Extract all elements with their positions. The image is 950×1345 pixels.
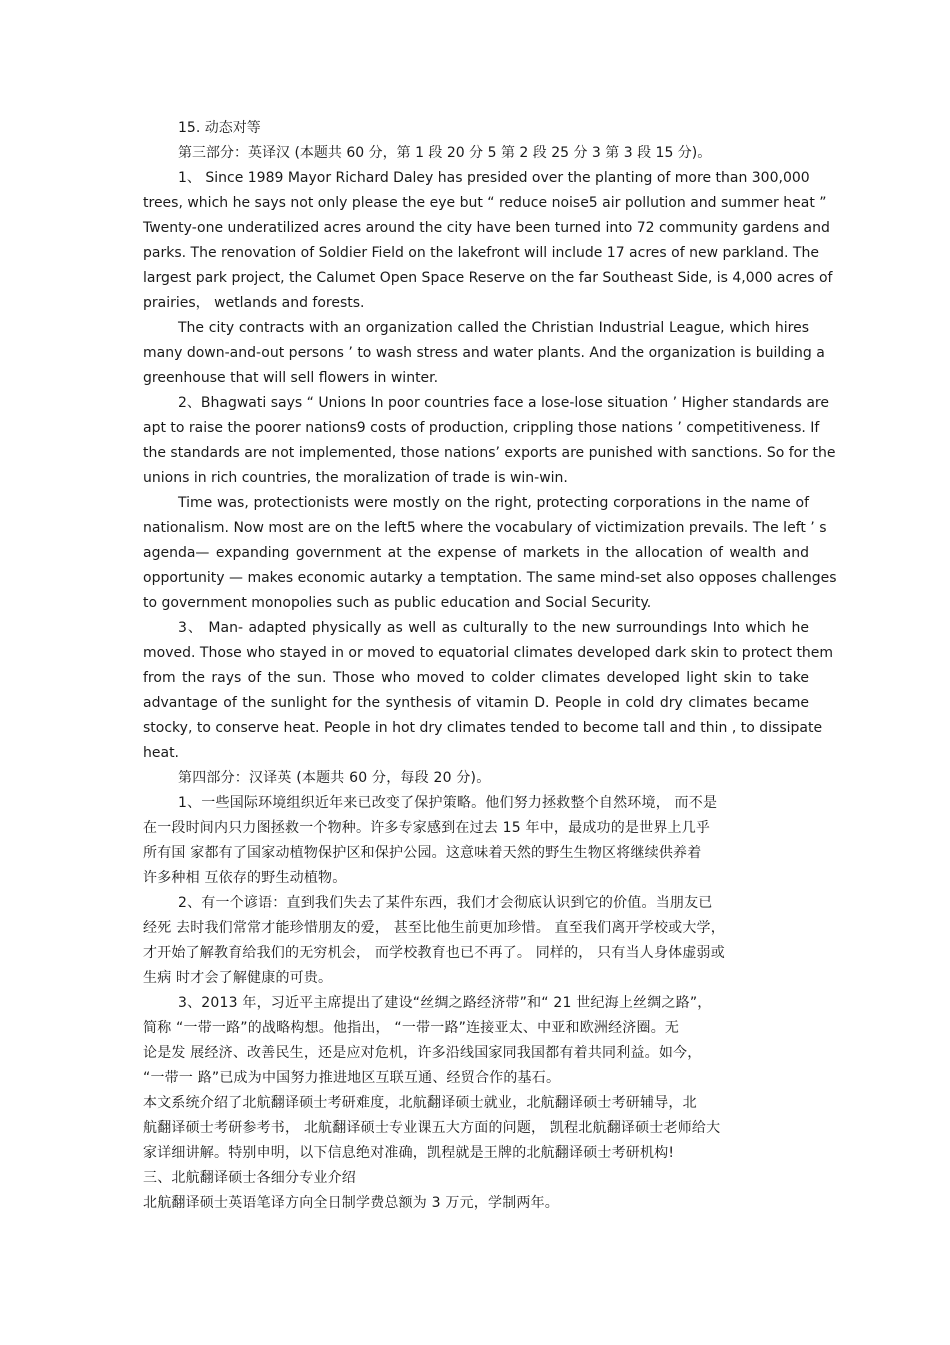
passage-3-line: from the rays of the sun. Those who moved to colder climates developed light skin to take bbox=[143, 670, 809, 686]
part-four-heading: 第四部分：汉译英 (本题共 60 分，每段 20 分)。 bbox=[178, 770, 491, 786]
cn-passage-3-line: 3、2013 年，习近平主席提出了建设“丝绸之路经济带”和“ 21 世纪海上丝绸之路”， bbox=[178, 995, 712, 1011]
passage-2-line: opportunity — makes economic autarky a temptation. The same mind-set also opposes challenges bbox=[143, 570, 837, 586]
cn-passage-2-line: 2、有一个谚语：直到我们失去了某件东西，我们才会彻底认识到它的价值。当朋友已 bbox=[178, 895, 713, 911]
cn-passage-2-line: 生病 时才会了解健康的可贵。 bbox=[143, 970, 333, 986]
passage-3-line: moved. Those who stayed in or moved to equatorial climates developed dark skin to protect them bbox=[143, 645, 834, 661]
passage-1-line: Twenty-one underatilized acres around the city have been turned into 72 community gardens and bbox=[143, 220, 830, 236]
part-three-heading: 第三部分：英译汉 (本题共 60 分，第 1 段 20 分 5 第 2 段 25 分 3 第 3 段 15 分)。 bbox=[178, 145, 712, 161]
passage-2-line: the standards are not implemented, those nations’ exports are punished with sanctions. So for the bbox=[143, 445, 836, 461]
passage-1-line: parks. The renovation of Soldier Field on the lakefront will include 17 acres of new parkland. The bbox=[143, 245, 819, 261]
passage-1-line: trees, which he says not only please the eye but “ reduce noise5 air pollution and summer heat ” bbox=[143, 195, 827, 211]
document-body bbox=[143, 116, 837, 1216]
cn-passage-1-line: 许多种相 互依存的野生动植物。 bbox=[143, 870, 347, 886]
passage-3-line: 3、 Man- adapted physically as well as culturally to the new surroundings Into which he bbox=[178, 620, 809, 636]
passage-2-line: 2、Bhagwati says “ Unions In poor countries face a lose-lose situation ’ Higher standards are bbox=[178, 395, 829, 411]
cn-passage-1-line: 1、一些国际环境组织近年来已改变了保护策略。他们努力拯救整个自然环境， 而不是 bbox=[178, 795, 718, 811]
passage-2-line: Time was, protectionists were mostly on the right, protecting corporations in the name of bbox=[178, 495, 809, 511]
passage-1-line: prairies， wetlands and forests. bbox=[143, 295, 365, 311]
passage-3-line: advantage of the sunlight for the synthesis of vitamin D. People in cold dry climates became bbox=[143, 695, 809, 711]
cn-passage-3-line: 论是发 展经济、改善民生，还是应对危机，许多沿线国家同我国都有着共同利益。如今， bbox=[143, 1045, 702, 1061]
passage-2-line: apt to raise the poorer nations9 costs of production, crippling those nations ’ competitiveness. If bbox=[143, 420, 820, 436]
passage-1-line: The city contracts with an organization called the Christian Industrial League, which hires bbox=[178, 320, 809, 336]
passage-1-line: many down-and-out persons ’ to wash stress and water plants. And the organization is building a bbox=[143, 345, 825, 361]
passage-2-line: agenda— expanding government at the expense of markets in the allocation of wealth and bbox=[143, 545, 809, 561]
intro-line: 家详细讲解。特别申明，以下信息绝对准确，凯程就是王牌的北航翻译硕士考研机构! bbox=[143, 1145, 675, 1161]
passage-1-line: 1、 Since 1989 Mayor Richard Daley has presided over the planting of more than 300,000 bbox=[178, 170, 810, 186]
intro-line: 本文系统介绍了北航翻译硕士考研难度，北航翻译硕士就业，北航翻译硕士考研辅导，北 bbox=[143, 1095, 697, 1111]
cn-passage-1-line: 在一段时间内只力图拯救一个物种。许多专家感到在过去 15 年中，最成功的是世界上几乎 bbox=[143, 820, 711, 836]
section-three-heading: 三、北航翻译硕士各细分专业介绍 bbox=[143, 1170, 356, 1186]
passage-2-line: to government monopolies such as public education and Social Security. bbox=[143, 595, 652, 611]
passage-3-line: heat. bbox=[143, 745, 180, 761]
passage-2-line: unions in rich countries, the moralization of trade is win-win. bbox=[143, 470, 568, 486]
cn-passage-1-line: 所有国 家都有了国家动植物保护区和保护公园。这意味着天然的野生生物区将继续供养着 bbox=[143, 845, 702, 861]
passage-3-line: stocky, to conserve heat. People in hot dry climates tended to become tall and thin , to dissipate bbox=[143, 720, 823, 736]
passage-1-line: largest park project, the Calumet Open Space Reserve on the far Southeast Side, is 4,000 acres of bbox=[143, 270, 833, 286]
intro-line: 航翻译硕士考研参考书， 北航翻译硕士专业课五大方面的问题， 凯程北航翻译硕士老师给大 bbox=[143, 1120, 721, 1136]
cn-passage-3-line: 简称 “一带一路”的战略构想。他指出， “一带一路”连接亚太、中亚和欧洲经济圈。无 bbox=[143, 1020, 680, 1036]
section-item-15: 15. 动态对等 bbox=[178, 120, 261, 136]
cn-passage-2-line: 才开始了解教育给我们的无穷机会， 而学校教育也已不再了。 同样的， 只有当人身体虚弱或 bbox=[143, 945, 725, 961]
cn-passage-2-line: 经死 去时我们常常才能珍惜朋友的爱， 甚至比他生前更加珍惜。 直至我们离开学校或大学， bbox=[143, 920, 725, 936]
passage-2-line: nationalism. Now most are on the left5 where the vocabulary of victimization prevails. The left ’ s bbox=[143, 520, 827, 536]
cn-passage-3-line: “一带一 路”已成为中国努力推进地区互联互通、经贸合作的基石。 bbox=[143, 1070, 561, 1086]
passage-1-line: greenhouse that will sell flowers in winter. bbox=[143, 370, 439, 386]
tuition-line: 北航翻译硕士英语笔译方向全日制学费总额为 3 万元，学制两年。 bbox=[143, 1195, 560, 1211]
